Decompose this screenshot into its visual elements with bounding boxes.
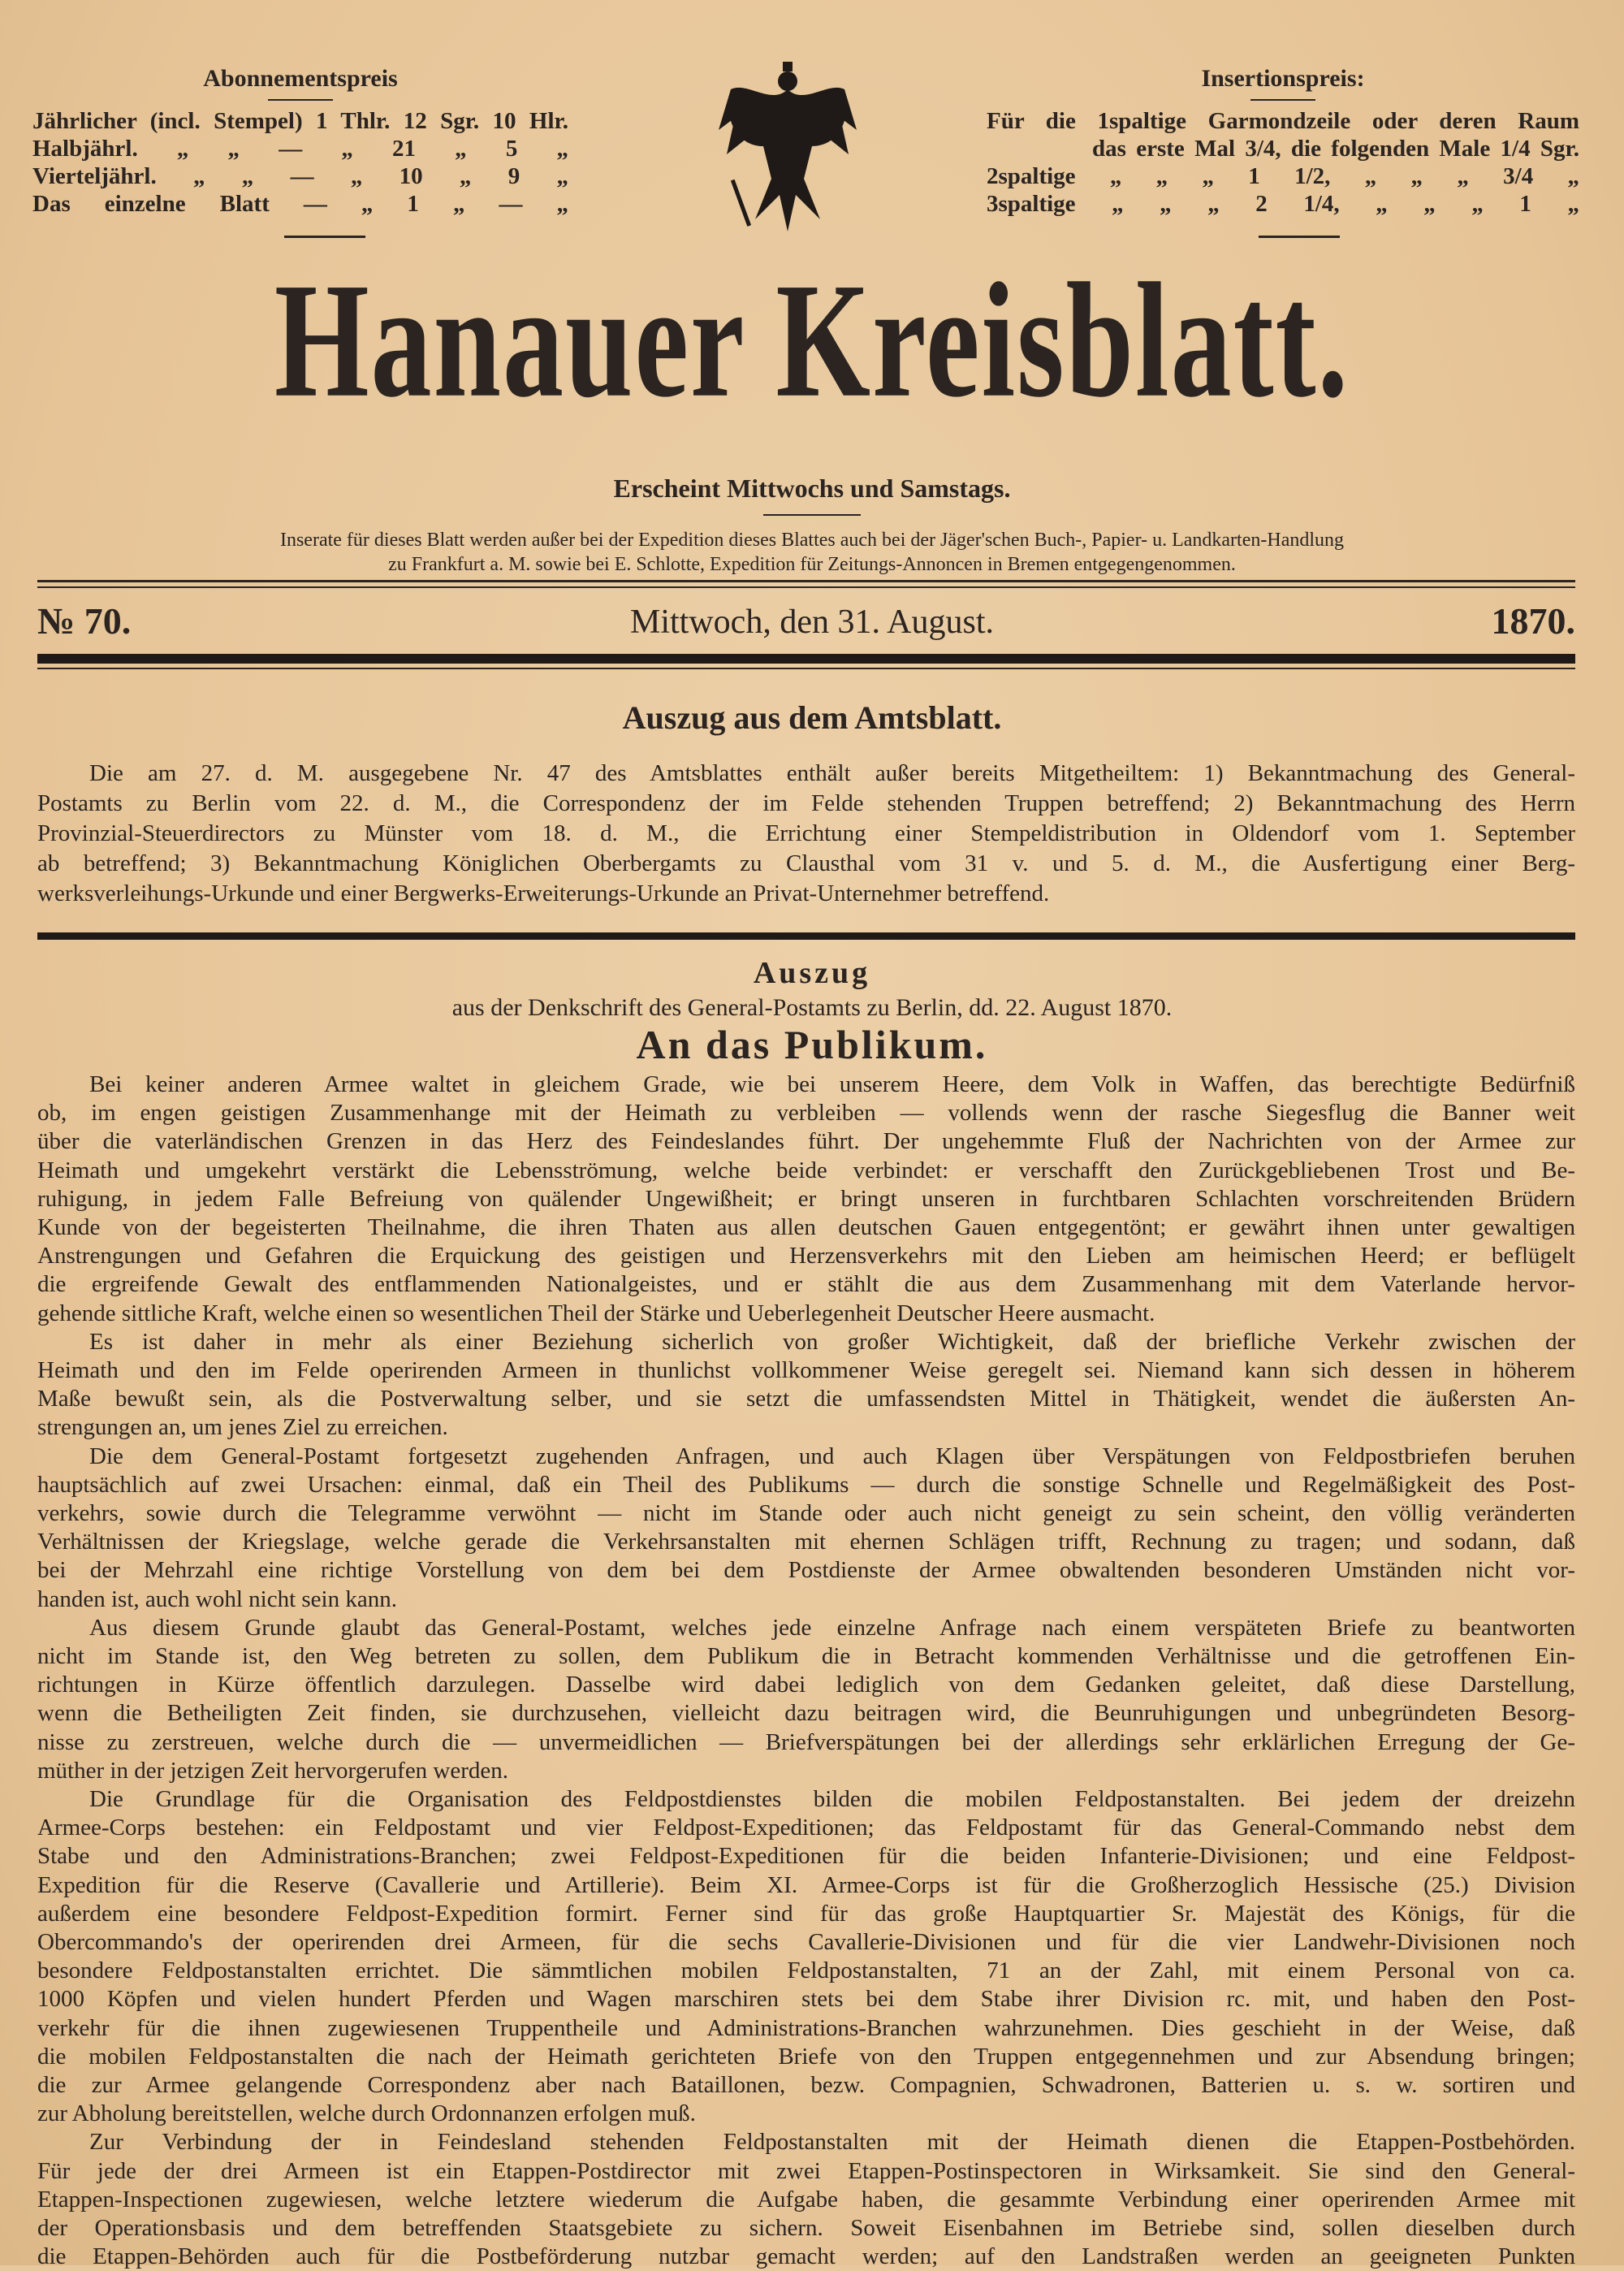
text-line: müther in der jetzigen Zeit hervorgerufen werden.	[37, 1757, 509, 1784]
text-line: Stabe und den Administrations-Branchen; zwei Feldpost-Expeditionen für die beiden Infanterie-Divisionen; und eine Feldpost-	[37, 1843, 1575, 1870]
text-line: über die vaterländischen Grenzen in das Herz des Feindeslandes führt. Der ungehemmte Fluß der Nachrichten von der Armee zur	[37, 1128, 1575, 1155]
article-heading: An das Publikum.	[636, 1022, 988, 1067]
amtsblatt-heading: Auszug aus dem Amtsblatt.	[622, 699, 1002, 736]
text-line: wenn die Betheiligten Zeit finden, sie durchzusehen, vielleicht dazu beitragen wird, die Beunruhigungen und unbegründeten Besorg-	[37, 1700, 1575, 1727]
inserate-notice	[0, 528, 1624, 577]
text-line: Obercommando's der operirenden drei Armeen, für die sechs Cavallerie-Divisionen und für die vier Landwehr-Divisionen noch	[37, 1929, 1575, 1955]
text-line: Verhältnissen der Kriegslage, welche gerade die Verkehrsanstalten mit ehernen Schlägen trifft, Rechnung zu tragen; und sodann, daß	[37, 1529, 1575, 1555]
price-row: 3spaltige „ „ „ 2 1/4, „ „ „ 1 „	[987, 191, 1579, 217]
text-line: Anstrengungen und Gefahren die Erquickung des geistigen und Herzensverkehrs mit den Lieben am heimischen Heerd; er beflügelt	[37, 1243, 1575, 1270]
price-row: Halbjährl. „ „ — „ 21 „ 5 „	[32, 136, 568, 162]
rule	[37, 932, 1575, 940]
text-line: handen ist, auch wohl nicht sein kann.	[37, 1585, 397, 1612]
publication-schedule: Erscheint Mittwochs und Samstags.	[613, 474, 1011, 503]
text-line: hauptsächlich auf zwei Ursachen: einmal, daß ein Theil des Publikums — durch die sonstige Schnelle und Regelmäßigkeit des Post-	[37, 1471, 1575, 1498]
text-line: werksverleihungs-Urkunde und einer Bergwerks-Erweiterungs-Urkunde an Privat-Unternehmer betreffend.	[37, 880, 1050, 906]
issue-number: № 70.	[37, 600, 132, 642]
text-line: Postamts zu Berlin vom 22. d. M., die Correspondenz der im Felde stehenden Truppen betreffend; 2) Bekanntmachung des Herrn	[37, 790, 1575, 816]
text-line: ab betreffend; 3) Bekanntmachung Königlichen Oberbergamts zu Clausthal vom 31 v. und 5. d. M., die Ausfertigung einer Berg-	[37, 850, 1575, 876]
rule	[37, 580, 1575, 582]
text-line: Kunde von der begeisterten Theilnahme, die ihren Thaten aus allen deutschen Gauen entgegentönt; er gewährt ihnen unter gewaltigen	[37, 1214, 1575, 1240]
text-line: zur Abholung bereitstellen, welche durch Ordonnanzen erfolgen muß.	[37, 2100, 696, 2127]
issue-date: Mittwoch, den 31. August.	[630, 603, 994, 641]
price-row: Vierteljährl. „ „ — „ 10 „ 9 „	[32, 163, 568, 189]
text-line: Die am 27. d. M. ausgegebene Nr. 47 des Amtsblattes enthält außer bereits Mitgetheiltem: 1) Bekanntmachung des General-	[89, 760, 1575, 786]
text-line: Für jede der drei Armeen ist ein Etappen-Postdirector mit zwei Etappen-Postinspectoren in Wirksamkeit. Sie sind den General-	[37, 2157, 1575, 2184]
insertion-heading: Insertionspreis:	[1201, 65, 1365, 92]
text-line: ruhigung, in jedem Falle Befreiung von quälender Ungewißheit; er bringt unseren in furchtbaren Schlachten vorschreitenden Brüdern	[37, 1185, 1575, 1212]
text-line: Heimath und den im Felde operirenden Armeen in thunlichst vollkommener Weise geregelt sei. Niemand kann sich dessen in höherem	[37, 1357, 1575, 1383]
text-line: nicht im Stande ist, den Weg betreten zu sollen, dem Publikum die in Betracht kommenden Verhältnisse und die getroffenen Ein-	[37, 1643, 1575, 1669]
price-row: Das einzelne Blatt — „ 1 „ — „	[32, 191, 568, 217]
inserate-line: Inserate für dieses Blatt werden außer bei der Expedition dieses Blattes auch bei der Jäger'schen Buch-, Papier- u. Landkarten-Handlung	[279, 530, 1345, 551]
ornament-right	[1259, 236, 1340, 238]
text-line: die Etappen-Behörden auch für die Postbeförderung nutzbar gemacht werden; auf den Landstraßen werden an geeigneten Punkten	[37, 2243, 1575, 2270]
subscription-heading: Abonnementspreis	[203, 65, 398, 92]
newspaper-title: Hanauer Kreisblatt.	[274, 249, 1350, 432]
divider	[268, 99, 333, 101]
text-line: Die dem General-Postamt fortgesetzt zugehenden Anfragen, und auch Klagen über Verspätungen von Feldpostbriefen beruhen	[89, 1443, 1575, 1469]
text-line: nisse zu zerstreuen, welche durch die — unvermeidlichen — Briefverspätungen bei der allerdings sehr erklärlichen Erregung der Ge-	[37, 1728, 1575, 1755]
text-line: der Operationsbasis und dem betreffenden Staatsgebiete zu sichern. Soweit Eisenbahnen im Betriebe sind, sollen dieselben durch	[37, 2215, 1575, 2241]
issue-year: 1870.	[1491, 600, 1575, 642]
text-line: die mobilen Feldpostanstalten die nach der Heimath gerichteten Briefe von den Truppen entgegennehmen und zur Absendung bringen;	[37, 2043, 1575, 2070]
text-line: Aus diesem Grunde glaubt das General-Postamt, welches jede einzelne Anfrage nach einem verspäteten Briefe zu beantworten	[89, 1614, 1575, 1641]
text-line: Heimath und umgekehrt verstärkt die Lebensströmung, welche beide verbindet: er verschafft den Zurückgebliebenen Trost und Be-	[37, 1157, 1575, 1183]
text-line: gehende sittliche Kraft, welche einen so wesentlichen Theil der Stärke und Ueberlegenheit Deutscher Heere ausmacht.	[37, 1300, 1155, 1326]
subscription-price-block	[32, 65, 568, 218]
text-line: verkehr für die ihnen zugewiesenen Truppentheile und Administrations-Branchen wahrzunehmen. Dies geschieht in der Weise, daß	[37, 2014, 1575, 2041]
text-line: bei der Mehrzahl eine richtige Vorstellung von dem bei dem Postdienste der Armee obwaltenden besonderen Umständen nicht vor-	[37, 1557, 1575, 1584]
text-line: Expedition für die Reserve (Cavallerie und Artillerie). Beim XI. Armee-Corps ist für die Großherzoglich Hessische (25.) Division	[37, 1871, 1575, 1898]
rule	[37, 654, 1575, 664]
text-line: richtungen in Kürze öffentlich darzulegen. Dasselbe wird dabei lediglich von dem Gedanken geleitet, daß diese Darstellung,	[37, 1672, 1575, 1698]
inserate-line: zu Frankfurt a. M. sowie bei E. Schlotte, Expedition für Zeitungs-Annoncen in Bremen entgegengenommen.	[388, 554, 1236, 575]
text-line: Bei keiner anderen Armee waltet in gleichem Grade, wie bei unserem Heere, dem Volk in Waffen, das berechtigte Bedürfniß	[89, 1071, 1575, 1097]
article-source: aus der Denkschrift des General-Postamts zu Berlin, dd. 22. August 1870.	[451, 994, 1173, 1021]
article-kicker: Auszug	[753, 956, 871, 990]
text-line: die zur Armee gelangende Correspondenz aber nach Bataillonen, bezw. Compagnien, Schwadronen, Batterien u. s. w. sortiren und	[37, 2072, 1575, 2098]
text-line: Etappen-Inspectionen zugewiesen, welche letztere wiederum die Aufgabe haben, die gesammte Verbindung einer operirenden Armee mit	[37, 2186, 1575, 2213]
text-line: verkehrs, sowie durch die Telegramme verwöhnt — nicht im Stande oder auch nicht geneigt zu sein scheint, den völlig veränderten	[37, 1500, 1575, 1526]
prussian-eagle-icon	[715, 57, 861, 236]
divider	[1250, 99, 1315, 101]
text-line: Armee-Corps bestehen: ein Feldpostamt und vier Feldpost-Expeditionen; das Feldpostamt für das General-Commando nebst dem	[37, 1815, 1575, 1841]
text-line: strengungen an, um jenes Ziel zu erreichen.	[37, 1414, 448, 1441]
text-line: Es ist daher in mehr als einer Beziehung sicherlich von großer Wichtigkeit, daß der briefliche Verkehr zwischen der	[89, 1328, 1575, 1355]
text-line: Die Grundlage für die Organisation des Feldpostdienstes bilden die mobilen Feldpostanstalten. Bei jedem der dreizehn	[89, 1786, 1575, 1812]
price-row: Jährlicher (incl. Stempel) 1 Thlr. 12 Sgr. 10 Hlr.	[32, 108, 568, 134]
text-line: ob, im engen geistigen Zusammenhange mit der Heimath zu verbleiben — vollends wenn der rasche Siegesflug die Banner weit	[37, 1100, 1575, 1127]
price-row: Für die 1spaltige Garmondzeile oder deren Raum	[987, 108, 1579, 134]
rule	[37, 668, 1575, 669]
text-line: Zur Verbindung der in Feindesland stehenden Feldpostanstalten mit der Heimath dienen die Etappen-Postbehörden.	[89, 2129, 1575, 2156]
text-line: außerdem eine besondere Feldpost-Expedition formirt. Ferner sind für das große Hauptquartier Sr. Majestät des Königs, für die	[37, 1900, 1575, 1927]
text-line: 1000 Köpfen und vielen hundert Pferden und Wagen marschiren stets bei dem Stabe ihrer Division rc. mit, und haben den Post-	[37, 1986, 1575, 2013]
text-line: besondere Feldpostanstalten errichtet. Die sämmtlichen mobilen Feldpostanstalten, 71 an der Zahl, mit einem Personal von ca.	[37, 1957, 1575, 1984]
text-line: Maße bewußt sein, als die Postverwaltung selber, und sie setzt die umfassendsten Mittel in Thätigkeit, wendet die äußersten An-	[37, 1386, 1575, 1412]
price-row: 2spaltige „ „ „ 1 1/2, „ „ „ 3/4 „	[987, 163, 1579, 189]
text-line: die ergreifende Gewalt des entflammenden Nationalgeistes, und er stählt die aus dem Zusammenhang mit dem Vaterlande hervor-	[37, 1271, 1575, 1298]
rule	[37, 586, 1575, 588]
insertion-price-block	[987, 65, 1579, 218]
divider	[763, 514, 861, 516]
ornament-left	[284, 236, 365, 238]
text-line: Provinzial-Steuerdirectors zu Münster vom 18. d. M., die Errichtung einer Stempeldistribution in Oldendorf vom 1. September	[37, 820, 1575, 846]
price-row: das erste Mal 3/4, die folgenden Male 1/4 Sgr.	[1092, 136, 1579, 162]
